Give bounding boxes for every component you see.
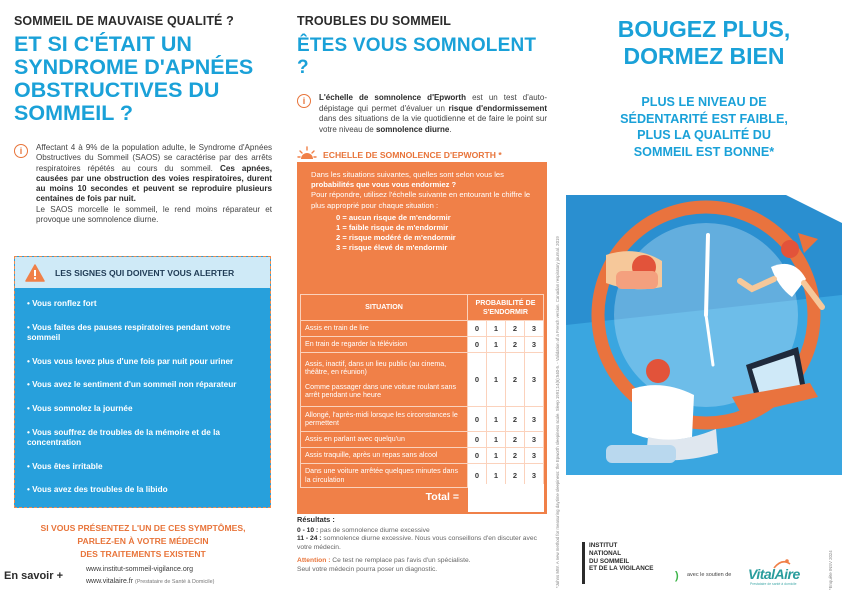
alert-item: • Vous faites des pauses respiratoires pendant votre sommeil: [27, 322, 231, 343]
advice-text: [14, 522, 272, 560]
institute-line: INSTITUT: [589, 542, 618, 549]
alert-list: [27, 299, 263, 509]
score-2[interactable]: 2: [506, 321, 525, 337]
score-1[interactable]: 1: [487, 464, 506, 488]
header-probability-1: PROBABILITÉ DE: [475, 299, 536, 307]
total-field[interactable]: [468, 484, 544, 512]
score-2[interactable]: 2: [506, 337, 525, 353]
table-row: [301, 321, 544, 337]
score-0[interactable]: 0: [468, 353, 487, 407]
activity-subheading: [566, 94, 842, 160]
activity-heading-line: DORMEZ BIEN: [623, 43, 785, 69]
score-3[interactable]: 3: [525, 432, 544, 448]
activity-subheading-line: PLUS LE NIVEAU DE: [641, 95, 767, 109]
score-1[interactable]: 1: [487, 337, 506, 353]
vertical-reference: [555, 58, 563, 593]
epworth-table: [300, 294, 544, 488]
intro-bold: risque d'endormissement: [448, 103, 547, 113]
results-block: [297, 516, 543, 575]
learn-more-label: En savoir +: [4, 570, 64, 582]
situation-cell: Dans une voiture arrêtée quelques minutes dans la circulation: [301, 464, 468, 488]
epworth-intro-text: [319, 93, 547, 135]
result-range: 11 - 24 :: [297, 535, 322, 543]
result-range: 0 - 10 :: [297, 526, 319, 534]
score-3[interactable]: 3: [525, 353, 544, 407]
link-vitalaire-row: [86, 576, 214, 588]
results-title: Résultats :: [297, 515, 335, 524]
score-0[interactable]: 0: [468, 321, 487, 337]
situation-cell: Assis en train de lire: [301, 321, 468, 337]
score-3[interactable]: 3: [525, 464, 544, 488]
advice-line: DES TRAITEMENTS EXISTENT: [80, 548, 206, 559]
scale-levels: [336, 213, 537, 254]
total-label: Total =: [425, 491, 459, 503]
total-row: [297, 483, 547, 514]
activity-column: [566, 0, 842, 595]
intro-bold: somnolence diurne: [375, 124, 450, 134]
apnea-title-line: OBSTRUCTIVES DU: [14, 78, 220, 102]
epworth-title: ÊTES VOUS SOMNOLENT ?: [297, 35, 537, 78]
alert-item: • Vous souffrez de troubles de la mémoire et de la concentration: [27, 427, 220, 448]
score-3[interactable]: 3: [525, 407, 544, 432]
situation-text: Comme passager dans une voiture roulant sans arrêt pendant une heure: [305, 382, 457, 399]
score-2[interactable]: 2: [506, 448, 525, 464]
score-0[interactable]: 0: [468, 448, 487, 464]
instructions-1: Dans les situations suivantes, quelles sont selon vous les: [311, 170, 504, 179]
result-text: somnolence diurne excessive. Nous vous conseillons d'en discuter avec votre médecin.: [297, 535, 537, 551]
table-row: [301, 432, 544, 448]
alert-title: LES SIGNES QUI DOIVENT VOUS ALERTER: [55, 267, 235, 278]
epworth-kicker: TROUBLES DU SOMMEIL: [297, 14, 451, 28]
links-block: [86, 564, 214, 588]
vertical-reference-text: *Johns MW. A new method for measuring daytime sleepiness: the Epworth sleepiness scale. Sleep 1991;14(6):540-5. - Validation of a French version. Canadian respiratory journal. 2019: [555, 236, 560, 588]
score-1[interactable]: 1: [487, 407, 506, 432]
instructions-2: Pour répondre, utilisez l'échelle suivante en entourant le chiffre le plus approprié pour chaque situation :: [311, 190, 531, 210]
score-2[interactable]: 2: [506, 464, 525, 488]
activity-heading: [566, 16, 842, 70]
score-2[interactable]: 2: [506, 407, 525, 432]
score-2[interactable]: 2: [506, 432, 525, 448]
institute-line: DU SOMMEIL: [589, 557, 630, 565]
intro-text: est un test d'auto-dépistage qui permet d'évaluer un: [319, 93, 547, 113]
vitalaire-name: VitalAire: [748, 566, 800, 582]
table-header-row: [301, 295, 544, 321]
institute-logo-bar: [582, 542, 585, 584]
score-1[interactable]: 1: [487, 321, 506, 337]
attention-text: Ce test ne remplace pas l'avis d'un spécialiste.: [330, 557, 471, 565]
score-1[interactable]: 1: [487, 353, 506, 407]
alert-header: [15, 257, 270, 288]
activity-subheading-line: SÉDENTARITÉ EST FAIBLE,: [620, 111, 788, 126]
score-1[interactable]: 1: [487, 432, 506, 448]
sleep-activity-illustration: [566, 175, 842, 475]
epworth-intro: [297, 93, 547, 135]
situation-text: Assis, inactif, dans un lieu public (au cinema, théâtre, en réunion): [305, 359, 447, 376]
score-3[interactable]: 3: [525, 321, 544, 337]
apnea-paragraph: [36, 143, 272, 225]
apnea-column: [14, 14, 272, 584]
alert-item: • Vous êtes irritable: [27, 461, 103, 471]
activity-heading-line: BOUGEZ PLUS,: [617, 16, 791, 42]
scale-title-text: ECHELLE DE SOMNOLENCE D'EPWORTH *: [323, 150, 502, 160]
score-0[interactable]: 0: [468, 464, 487, 488]
header-situation: SITUATION: [301, 295, 468, 321]
attention-label: Attention :: [297, 557, 331, 565]
intro-bold: L'échelle de somnolence d'Epworth: [319, 93, 466, 102]
activity-subheading-line: PLUS LA QUALITÉ DU: [637, 128, 771, 142]
apnea-paragraph-2: Le SAOS morcelle le sommeil, le rend moins réparateur et provoque une somnolence diurne.: [36, 204, 272, 225]
survey-reference: [828, 532, 836, 592]
vitalaire-note: (Prestataire de Santé à Domicile): [135, 579, 215, 585]
activity-subheading-line: SOMMEIL EST BONNE*: [633, 144, 775, 159]
attention-line-2: Seul votre médecin pourra poser un diagnostic.: [297, 565, 438, 573]
vitalaire-logo: [744, 558, 808, 588]
situation-cell: Allongé, l'après-midi lorsque les circonstances le permettent: [301, 407, 468, 432]
institute-line: ET DE LA VIGILANCE: [589, 565, 654, 573]
vitalaire-tagline: Prestataire de santé à domicile: [750, 582, 797, 586]
apnea-title-line: SYNDROME D'APNÉES: [14, 55, 254, 79]
score-3[interactable]: 3: [525, 448, 544, 464]
score-0[interactable]: 0: [468, 432, 487, 448]
institute-bracket: ): [675, 570, 679, 582]
advice-line: PARLEZ-EN À VOTRE MÉDECIN: [77, 535, 209, 546]
table-row: [301, 407, 544, 432]
attention-line: [297, 557, 543, 566]
header-probability: [468, 295, 544, 321]
info-icon: i: [14, 144, 28, 158]
alert-item: • Vous avez le sentiment d'un sommeil non réparateur: [27, 380, 237, 390]
apnea-kicker: SOMMEIL DE MAUVAISE QUALITÉ ?: [14, 14, 234, 28]
table-row: [301, 337, 544, 353]
intro-text: .: [449, 124, 452, 134]
institute-line: NATIONAL: [589, 549, 622, 557]
epworth-box: [297, 162, 547, 514]
alert-box: [14, 256, 271, 508]
situation-cell: En train de regarder la télévision: [301, 337, 468, 353]
score-3[interactable]: 3: [525, 337, 544, 353]
score-0[interactable]: 0: [468, 337, 487, 353]
institute-logo: [582, 542, 679, 584]
table-row: [301, 448, 544, 464]
alert-item: • Vous somnolez la journée: [27, 403, 133, 413]
header-probability-2: S'ENDORMIR: [482, 307, 529, 316]
result-text: pas de somnolence diurne excessive: [318, 526, 430, 534]
intro-text: dans des situations de la vie quotidienne et de faire le point sur votre niveau de: [319, 114, 547, 134]
scale-level: 1 = faible risque de m'endormir: [336, 223, 449, 233]
score-1[interactable]: 1: [487, 448, 506, 464]
situation-cell: Assis en parlant avec quelqu'un: [301, 432, 468, 448]
apnea-title-line: SOMMEIL ?: [14, 101, 134, 125]
instructions-bold: probabilités que vous vous endormiez ?: [311, 180, 457, 190]
link-vitalaire[interactable]: www.vitalaire.fr: [86, 578, 134, 585]
support-text: avec le soutien de: [687, 572, 732, 578]
advice-line: SI VOUS PRÉSENTEZ L'UN DE CES SYMPTÔMES,: [40, 523, 246, 533]
situation-cell: [301, 353, 468, 407]
alert-item: • Vous avez des troubles de la libido: [27, 485, 168, 495]
apnea-title: [14, 33, 272, 125]
apnea-info: [14, 143, 272, 225]
scale-level: 2 = risque modéré de m'endormir: [336, 233, 456, 243]
epworth-instructions: [311, 170, 537, 254]
instructions-lead: [311, 170, 537, 211]
info-icon: i: [297, 94, 311, 108]
result-line: [297, 535, 543, 552]
score-0[interactable]: 0: [468, 407, 487, 432]
apnea-paragraph-1: Affectant 4 à 9% de la population adulte, le Syndrome d'Apnées Obstructives du Sommeil (SAOS) se caractérise par des arrêts respiratoires répétés au cours du sommeil.: [36, 143, 272, 173]
apnea-paragraph-bold: Ces apnées, causées par une obstruction des voies respiratoires, durent au moins 10 secondes et peuvent se reproduire plusieurs centaines de fois par nuit.: [36, 163, 272, 204]
survey-reference-text: *Enquête INSV 2024: [828, 550, 833, 590]
warning-icon: [25, 264, 45, 282]
scale-level: 0 = aucun risque de m'endormir: [336, 212, 451, 222]
alert-item: • Vous vous levez plus d'une fois par nuit pour uriner: [27, 356, 234, 366]
score-2[interactable]: 2: [506, 353, 525, 407]
apnea-title-line: ET SI C'ÉTAIT UN: [14, 32, 192, 56]
situation-cell: Assis traquille, après un repas sans alcool: [301, 448, 468, 464]
link-institut[interactable]: www.institut-sommeil-vigilance.org: [86, 566, 193, 573]
alert-item: • Vous ronflez fort: [27, 299, 97, 308]
institute-name: [589, 542, 654, 573]
result-line: [297, 527, 543, 536]
scale-level: 3 = risque élevé de m'endormir: [336, 243, 448, 253]
table-row: [301, 353, 544, 407]
epworth-column: [297, 14, 547, 586]
